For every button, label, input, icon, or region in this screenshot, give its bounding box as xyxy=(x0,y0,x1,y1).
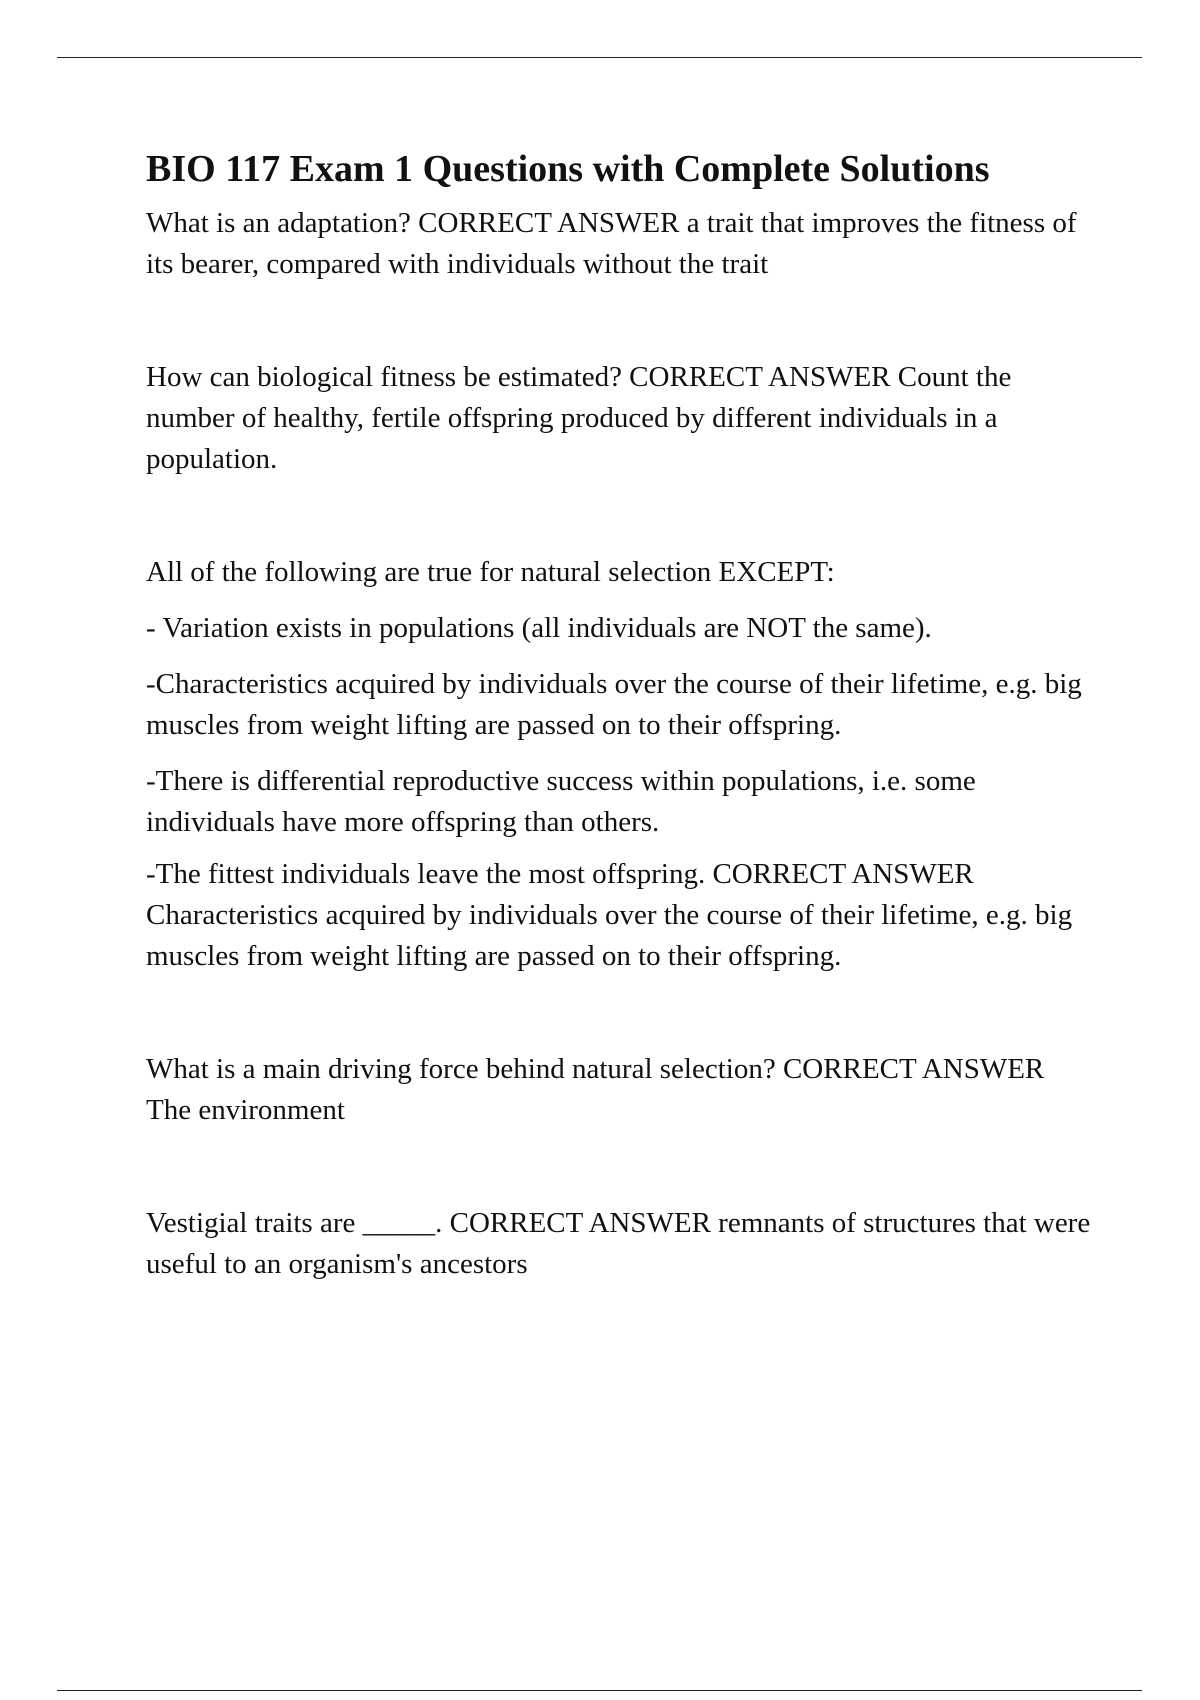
top-divider xyxy=(57,57,1142,58)
option-variation: - Variation exists in populations (all individuals are NOT the same). xyxy=(146,612,932,644)
question-natural-selection-stem: All of the following are true for natural selection EXCEPT: xyxy=(146,556,835,588)
question-fitness: How can biological fitness be estimated? CORRECT ANSWER Count the number of healthy, fertile offspring produced by different individuals in a population. xyxy=(146,361,1012,475)
question-adaptation: What is an adaptation? CORRECT ANSWER a trait that improves the fitness of its bearer, compared with individuals without the trait xyxy=(146,207,1077,280)
question-vestigial-traits: Vestigial traits are _____. CORRECT ANSWER remnants of structures that were useful to an organism's ancestors xyxy=(146,1207,1091,1280)
document-title: BIO 117 Exam 1 Questions with Complete Solutions xyxy=(146,148,990,190)
question-driving-force: What is a main driving force behind natural selection? CORRECT ANSWER The environment xyxy=(146,1053,1045,1126)
bottom-divider xyxy=(57,1690,1142,1691)
option-fittest-with-answer: -The fittest individuals leave the most offspring. CORRECT ANSWER Characteristics acquired by individuals over the course of their lifetime, e.g. big muscles from weight lifting are passed on to their offspring. xyxy=(146,858,1073,972)
option-differential-reproduction: -There is differential reproductive success within populations, i.e. some individuals have more offspring than others. xyxy=(146,765,976,838)
document-body xyxy=(146,145,1096,1285)
option-acquired-characteristics: -Characteristics acquired by individuals over the course of their lifetime, e.g. big muscles from weight lifting are passed on to their offspring. xyxy=(146,668,1082,741)
